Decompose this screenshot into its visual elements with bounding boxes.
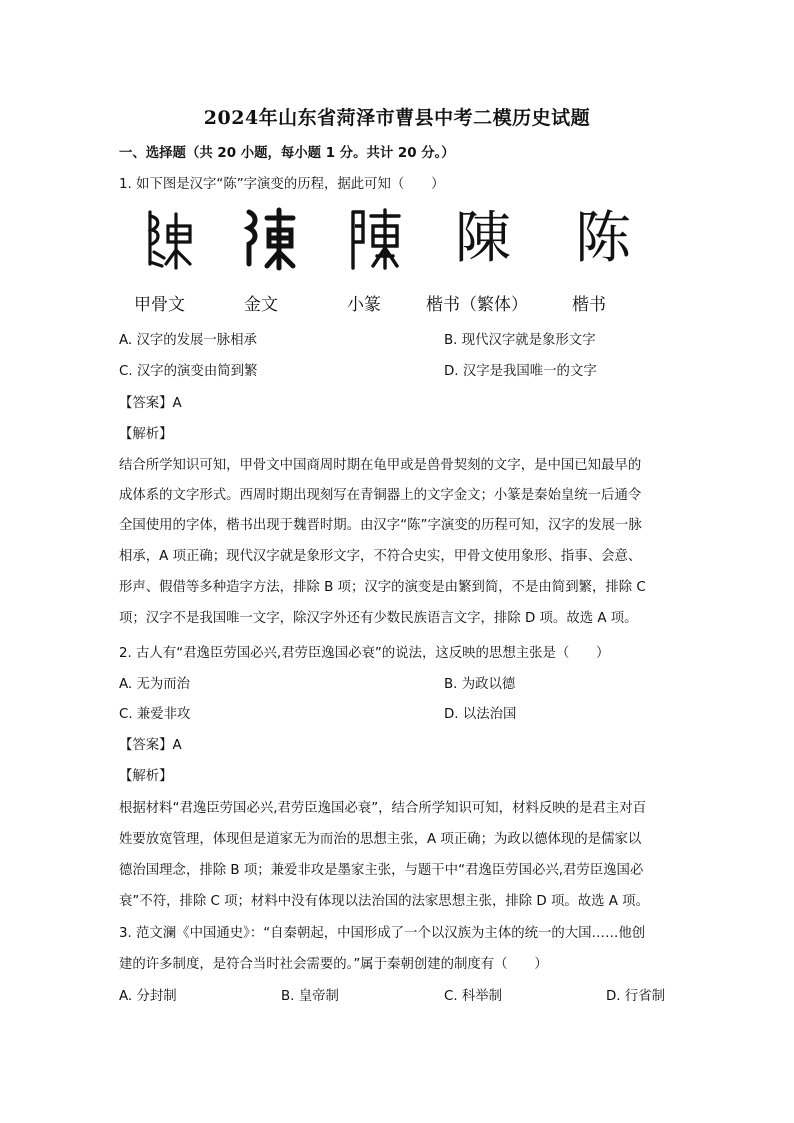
q3-option-b: B. 皇帝制 (281, 989, 339, 1004)
q1-option-a: A. 汉字的发展一脉相承 (119, 333, 257, 348)
q1-analysis-line: 成体系的文字形式。西周时期出现刻写在青铜器上的文字金文；小篆是秦始皇统一后通令 (119, 488, 642, 503)
q1-option-c: C. 汉字的演变由简到繁 (119, 364, 258, 379)
q1-analysis-line: 全国使用的字体，楷书出现于魏晋时期。由汉字“陈”字演变的历程可知，汉字的发展一脉 (119, 518, 642, 533)
q2-analysis-line: 德治国理念，排除 B 项；兼爱非攻是墨家主张，与题干中“君逸臣劳国必兴,君劳臣逸国必 (119, 863, 644, 878)
q2-analysis-label: 【解析】 (119, 769, 173, 784)
section-heading: 一、选择题（共 20 小题，每小题 1 分。共计 20 分。） (119, 146, 455, 161)
q1-answer: 【答案】A (119, 396, 182, 411)
caption-bronze: 金文 (244, 295, 278, 315)
oracle-bone-glyph (140, 203, 200, 275)
question-1-stem: 1. 如下图是汉字“陈”字演变的历程，据此可知（ ） (119, 177, 445, 192)
q3-option-c: C. 科举制 (444, 989, 503, 1004)
caption-traditional-regular: 楷书（繁体） (426, 295, 528, 315)
q2-option-c: C. 兼爱非攻 (119, 707, 191, 722)
q2-analysis-line: 姓要放宽管理，体现但是道家无为而治的思想主张，A 项正确；为政以德体现的是儒家以 (119, 832, 642, 847)
q1-analysis-label: 【解析】 (119, 427, 173, 442)
q3-option-a: A. 分封制 (119, 989, 177, 1004)
small-seal-glyph (345, 203, 405, 275)
q3-option-d: D. 行省制 (606, 989, 665, 1004)
q1-option-d: D. 汉字是我国唯一的文字 (444, 364, 597, 379)
caption-simplified-regular: 楷书 (572, 295, 606, 315)
question-3-stem-line: 建的许多制度，是符合当时社会需要的。”属于秦朝创建的制度有（ ） (119, 957, 548, 972)
q1-option-b: B. 现代汉字就是象形文字 (444, 333, 596, 348)
question-2-stem: 2. 古人有“君逸臣劳国必兴,君劳臣逸国必衰”的说法，这反映的思想主张是（ ） (119, 646, 610, 661)
q2-answer: 【答案】A (119, 738, 182, 753)
traditional-regular-glyph: 陳 (455, 206, 511, 271)
q2-option-b: B. 为政以德 (444, 677, 516, 692)
caption-oracle-bone: 甲骨文 (134, 295, 185, 315)
q1-analysis-line: 相承，A 项正确；现代汉字就是象形文字，不符合史实，甲骨文使用象形、指事、会意、 (119, 549, 642, 564)
simplified-regular-glyph: 陈 (575, 206, 631, 271)
q1-analysis-line: 项；汉字不是我国唯一文字，除汉字外还有少数民族语言文字，排除 D 项。故选 A 项。 (119, 611, 638, 626)
q2-option-a: A. 无为而治 (119, 677, 190, 692)
q2-option-d: D. 以法治国 (444, 707, 517, 722)
q2-analysis-line: 衰”不符，排除 C 项；材料中没有体现以法治国的法家思想主张，排除 D 项。故选 A 项。 (119, 894, 649, 909)
q1-analysis-line: 形声、假借等多种造字方法，排除 B 项；汉字的演变是由繁到简，不是由简到繁，排除 C (119, 580, 646, 595)
exam-title: 2024年山东省菏泽市曹县中考二模历史试题 (203, 107, 591, 129)
caption-small-seal: 小篆 (347, 295, 381, 315)
q1-analysis-line: 结合所学知识可知，甲骨文中国商周时期在龟甲或是兽骨契刻的文字，是中国已知最早的 (119, 458, 642, 473)
question-3-stem-line: 3. 范文澜《中国通史》：“自秦朝起，中国形成了一个以汉族为主体的统一的大国……他创 (119, 926, 646, 941)
bronze-glyph (240, 203, 300, 275)
q2-analysis-line: 根据材料“君逸臣劳国必兴,君劳臣逸国必衰”，结合所学知识可知，材料反映的是君主对百 (119, 801, 646, 816)
